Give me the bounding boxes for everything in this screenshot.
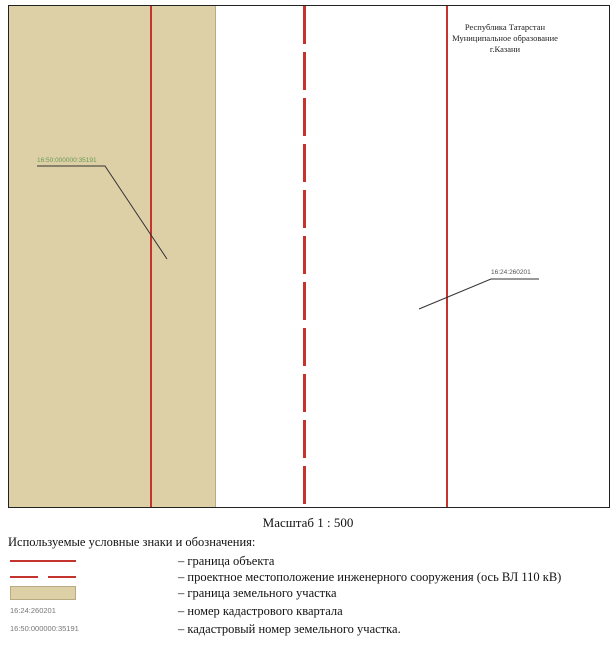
legend-symbol-fill bbox=[8, 585, 168, 601]
legend-text: – проектное местоположение инженерного сооружения (ось ВЛ 110 кВ) bbox=[178, 570, 562, 584]
cadastral-map bbox=[8, 5, 610, 508]
legend-text: – граница объекта bbox=[178, 554, 275, 568]
region-label-line-1: Республика Татарстан bbox=[464, 22, 546, 32]
legend-item-block-number bbox=[8, 603, 608, 619]
block-leader-line bbox=[419, 279, 539, 309]
legend-text: – кадастровый номер земельного участка. bbox=[178, 622, 401, 636]
land-parcel-area bbox=[9, 6, 216, 507]
legend-item-object-boundary bbox=[8, 553, 608, 569]
legend-symbol-dashed-line bbox=[8, 569, 168, 585]
legend-symbol-solid-line bbox=[8, 553, 168, 569]
legend-item-parcel-number bbox=[8, 621, 608, 637]
parcel-number-label: 16:50:000000:35191 bbox=[37, 157, 97, 164]
legend-item-power-line bbox=[8, 569, 608, 585]
object-boundary-right bbox=[446, 6, 448, 507]
legend-text: – граница земельного участка bbox=[178, 586, 337, 600]
legend-symbol-block-number: 16:24:260201 bbox=[10, 606, 56, 615]
power-line-axis bbox=[303, 6, 306, 507]
legend-symbol-parcel-number: 16:50:000000:35191 bbox=[10, 624, 79, 633]
legend-title: Используемые условные знаки и обозначения: bbox=[8, 535, 256, 549]
legend-item-land-parcel bbox=[8, 585, 608, 601]
region-label bbox=[435, 22, 575, 55]
region-label-line-2: Муниципальное образование bbox=[452, 33, 558, 43]
object-boundary-left bbox=[150, 6, 152, 507]
legend-text: – номер кадастрового квартала bbox=[178, 604, 343, 618]
map-scale: Масштаб 1 : 500 bbox=[262, 515, 354, 530]
region-label-line-3: г.Казани bbox=[489, 44, 521, 54]
block-number-label: 16:24:260201 bbox=[491, 269, 531, 276]
